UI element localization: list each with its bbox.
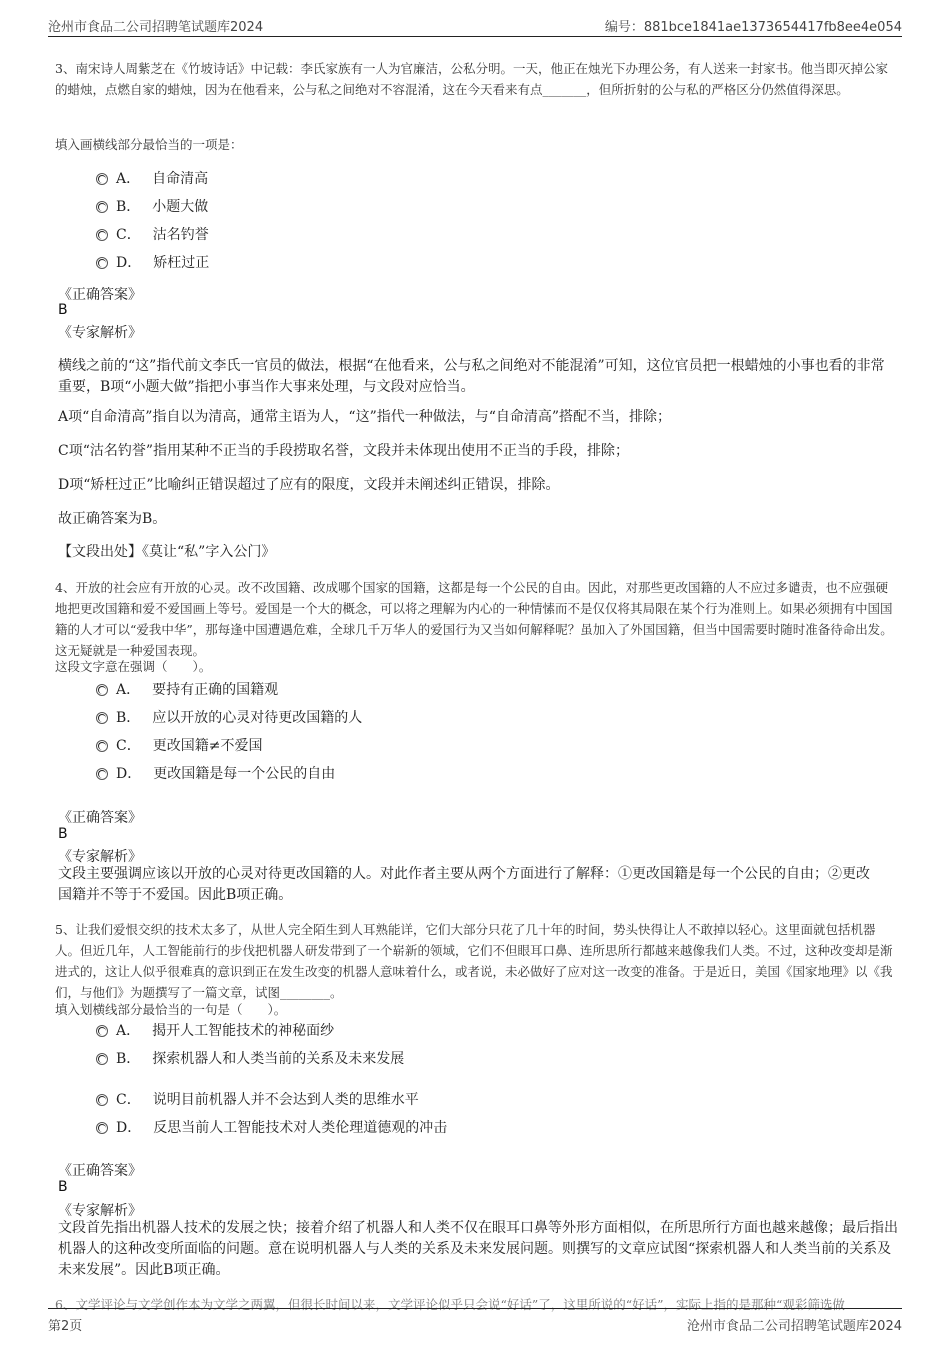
radio-icon[interactable] bbox=[96, 1094, 108, 1106]
radio-icon[interactable] bbox=[96, 201, 108, 213]
q5-option-d[interactable]: D． 反思当前人工智能技术对人类伦理道德观的冲击 bbox=[96, 1117, 447, 1139]
q4-option-a[interactable]: A． 要持有正确的国籍观 bbox=[96, 679, 278, 701]
q3-option-c[interactable]: C． 沽名钓誉 bbox=[96, 224, 209, 246]
radio-icon[interactable] bbox=[96, 768, 108, 780]
q5-analysis-label: 《专家解析》 bbox=[58, 1203, 142, 1219]
q3-analysis-paragraph: 横线之前的“这”指代前文李氏一官员的做法，根据“在他看来，公与私之间绝对不能混淆”可知，这位官员把一根蜡烛的小事也看的非常重要，B项“小题大做”指把小事当作大事来处理，与文段对应恰当。 bbox=[58, 358, 885, 395]
page-header bbox=[48, 12, 902, 37]
header-serial: 编号：881bce1841ae1373654417fb8ee4e054 bbox=[604, 20, 902, 35]
q3-analysis-paragraph: A项“自命清高”指自以为清高，通常主语为人，“这”指代一种做法，与“自命清高”搭配不当，排除； bbox=[58, 409, 672, 425]
q4-option-b[interactable]: B． 应以开放的心灵对待更改国籍的人 bbox=[96, 707, 362, 729]
question-3-prompt: 填入画横线部分最恰当的一项是： bbox=[55, 137, 243, 152]
q4-option-c[interactable]: C． 更改国籍≠不爱国 bbox=[96, 735, 262, 757]
q3-analysis-label: 《专家解析》 bbox=[58, 325, 142, 341]
q5-option-c[interactable]: C． 说明目前机器人并不会达到人类的思维水平 bbox=[96, 1089, 419, 1111]
radio-icon[interactable] bbox=[96, 173, 108, 185]
q4-answer-label: 《正确答案》 bbox=[58, 810, 142, 826]
q3-answer: B bbox=[58, 302, 68, 318]
radio-icon[interactable] bbox=[96, 229, 108, 241]
q3-option-d[interactable]: D． 矫枉过正 bbox=[96, 252, 209, 274]
question-5-text: 5、让我们爱恨交织的技术太多了，从世人完全陌生到人耳熟能详，它们大部分只花了几十年的时间，势头快得让人不敢掉以轻心。这里面就包括机器人。但近几年，人工智能前行的步伐把机器人研发带到了一个崭新的领域，它们不但眼耳口鼻、连所思所行都越来越像我们人类。不过，这种改变却是渐进式的，这让人似乎很难真的意识到正在发生改变的机器人意味着什么，或者说，未必做好了应对这一改变的准备。于是近日，美国《国家地理》以《我们，与他们》为题撰写了一篇文章，试图________。 bbox=[55, 922, 893, 1000]
q3-analysis-paragraph: C项“沽名钓誉”指用某种不正当的手段捞取名誉，文段并未体现出使用不正当的手段，排除； bbox=[58, 443, 630, 459]
q5-answer-label: 《正确答案》 bbox=[58, 1163, 142, 1179]
q3-option-b[interactable]: B． 小题大做 bbox=[96, 196, 208, 218]
radio-icon[interactable] bbox=[96, 1025, 108, 1037]
question-3-text: 3、南宋诗人周紫芝在《竹坡诗话》中记载：李氏家族有一人为官廉洁，公私分明。一天，他正在烛光下办理公务，有人送来一封家书。他当即灭掉公家的蜡烛，点燃自家的蜡烛，因为在他看来，公与私之间绝对不容混淆，这在今天看来有点_______，但所折射的公与私的严格区分仍然值得深思。 bbox=[55, 61, 888, 97]
q4-analysis: 文段主要强调应该以开放的心灵对待更改国籍的人。对此作者主要从两个方面进行了解释：①更改国籍是每一个公民的自由；②更改国籍并不等于不爱国。因此B项正确。 bbox=[58, 866, 870, 903]
question-4-text: 4、开放的社会应有开放的心灵。改不改国籍、改成哪个国家的国籍，这都是每一个公民的自由。因此，对那些更改国籍的人不应过多谴责，也不应强硬地把更改国籍和爱不爱国画上等号。爱国是一个大的概念，可以将之理解为内心的一种情愫而不是仅仅将其局限在某个行为准则上。如果必须拥有中国国籍的人才可以“爱我中华”，那每逢中国遭遇危难，全球几千万华人的爱国行为又当如何解释呢？虽加入了外国国籍，但当中国需要时随时准备待命出发。这无疑就是一种爱国表现。 bbox=[55, 580, 893, 658]
page-footer bbox=[48, 1308, 902, 1335]
question-4-prompt: 这段文字意在强调（ ）。 bbox=[55, 659, 212, 674]
radio-icon[interactable] bbox=[96, 1122, 108, 1134]
q5-answer: B bbox=[58, 1179, 68, 1195]
q4-answer: B bbox=[58, 826, 68, 842]
radio-icon[interactable] bbox=[96, 684, 108, 696]
q3-answer-label: 《正确答案》 bbox=[58, 287, 142, 303]
q5-option-b[interactable]: B． 探索机器人和人类当前的关系及未来发展 bbox=[96, 1048, 404, 1070]
q3-analysis-paragraph: D项“矫枉过正”比喻纠正错误超过了应有的限度，文段并未阐述纠正错误，排除。 bbox=[58, 477, 560, 493]
radio-icon[interactable] bbox=[96, 1053, 108, 1065]
q3-analysis-conclusion: 故正确答案为B。 bbox=[58, 511, 167, 527]
header-title: 沧州市食品二公司招聘笔试题库2024 bbox=[48, 20, 264, 35]
q3-option-a[interactable]: A． 自命清高 bbox=[96, 168, 208, 190]
radio-icon[interactable] bbox=[96, 257, 108, 269]
radio-icon[interactable] bbox=[96, 712, 108, 724]
q5-analysis: 文段首先指出机器人技术的发展之快；接着介绍了机器人和人类不仅在眼耳口鼻等外形方面相似，在所思所行方面也越来越像；最后指出机器人的这种改变所面临的问题。意在说明机器人与人类的关系及未来发展问题。则撰写的文章应试图“探索机器人和人类当前的关系及未来发展”。因此B项正确。 bbox=[58, 1220, 898, 1278]
page-number: 第2页 bbox=[48, 1319, 83, 1334]
q3-source: 【文段出处】《莫让“私”字入公门》 bbox=[58, 544, 276, 560]
footer-title: 沧州市食品二公司招聘笔试题库2024 bbox=[686, 1319, 902, 1334]
q4-analysis-label: 《专家解析》 bbox=[58, 849, 142, 865]
q4-option-d[interactable]: D． 更改国籍是每一个公民的自由 bbox=[96, 763, 335, 785]
q5-option-a[interactable]: A． 揭开人工智能技术的神秘面纱 bbox=[96, 1020, 334, 1042]
question-5-prompt: 填入划横线部分最恰当的一句是（ ）。 bbox=[55, 1002, 287, 1017]
question-6-partial: 6、文学评论与文学创作本为文学之两翼，但很长时间以来，文学评论似乎只会说“好话”了，这里所说的“好话”，实际上指的是那种“观彩筛选做 bbox=[55, 1297, 845, 1312]
radio-icon[interactable] bbox=[96, 740, 108, 752]
